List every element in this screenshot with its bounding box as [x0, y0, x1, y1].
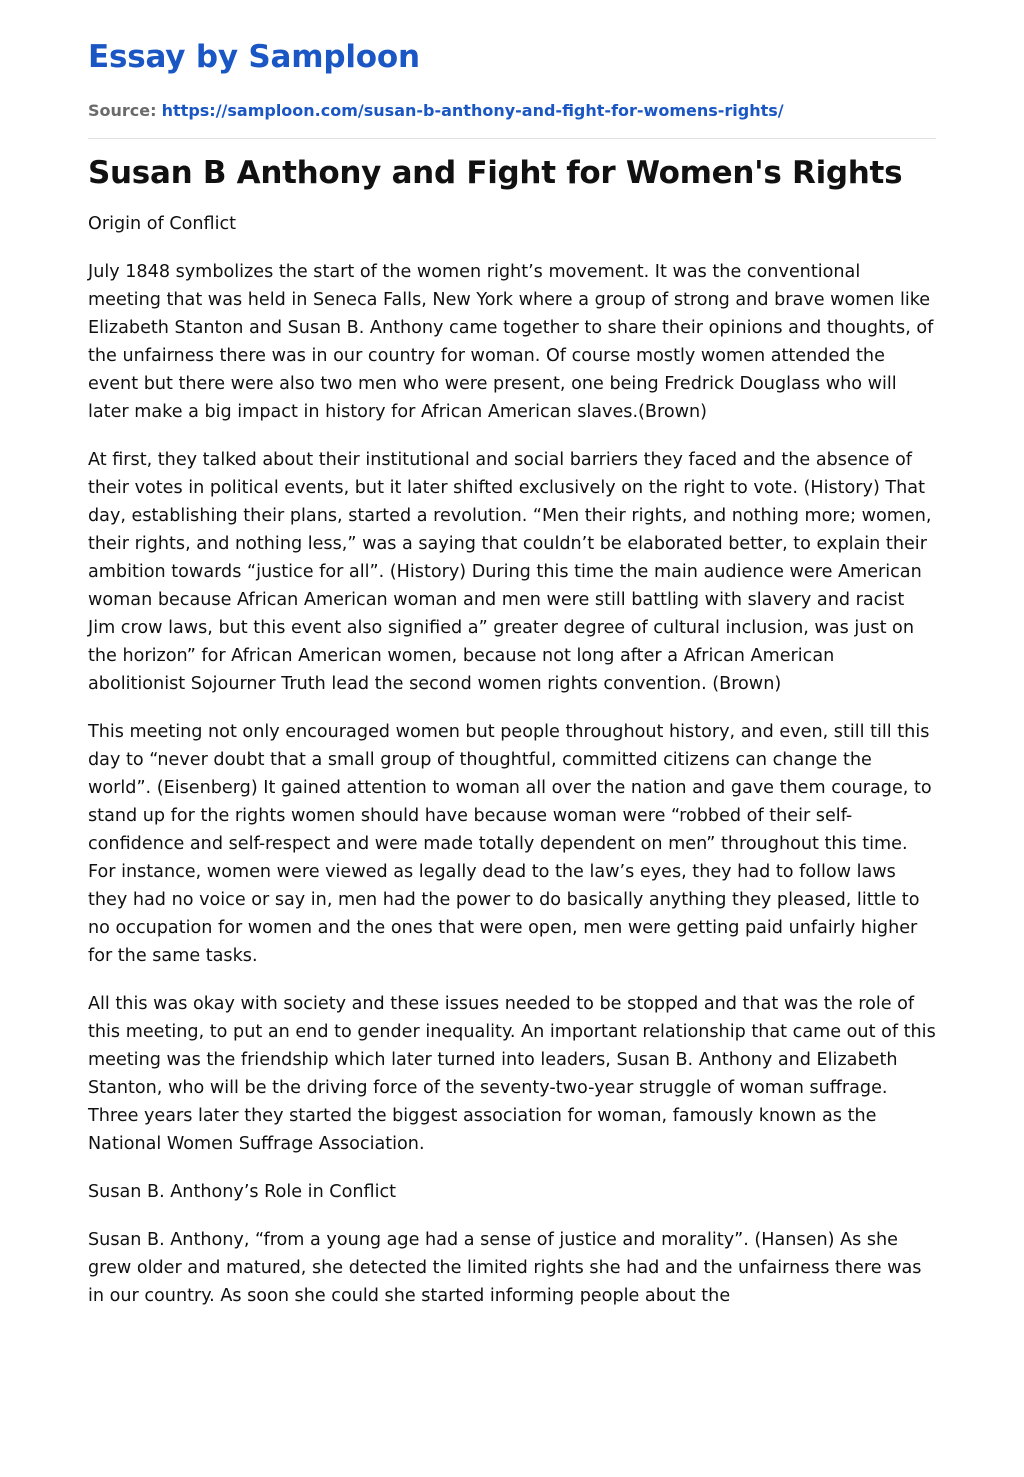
paragraph: This meeting not only encouraged women but people throughout history, and even, still till this day to “never doubt that a small group of thoughtful, committed citizens can change the world”. (Eisenberg) It gained attention to woman all over the nation and gave them courage, to stand up for the rights women should have because woman were “robbed of their self-confidence and self-respect and were made totally dependent on men” throughout this time. For instance, women were viewed as legally dead to the law’s eyes, they had to follow laws they had no voice or say in, men had the power to do basically anything they pleased, little to no occupation for women and the ones that were open, men were getting paid unfairly higher for the same tasks. — [88, 722, 932, 966]
section-heading-origin: Origin of Conflict — [88, 214, 237, 234]
brand-title: Essay by Samploon — [88, 39, 420, 75]
source-link[interactable]: https://samploon.com/susan-b-anthony-and-fight-for-womens-rights/ — [161, 101, 784, 120]
source-label: Source: — [88, 101, 157, 120]
document-page — [88, 0, 936, 1330]
source-line — [88, 100, 936, 122]
header-divider — [88, 138, 936, 139]
paragraph: At first, they talked about their institutional and social barriers they faced and the absence of their votes in political events, but it later shifted exclusively on the right to vote. (History) That day, establishing their plans, started a revolution. “Men their rights, and nothing more; women, their rights, and nothing less,” was a saying that couldn’t be elaborated better, to explain their ambition towards “justice for all”. (History) During this time the main audience were American woman because African American woman and men were still battling with slavery and racist Jim crow laws, but this event also signified a” greater degree of cultural inclusion, was just on the horizon” for African American women, because not long after a African American abolitionist Sojourner Truth lead the second women rights convention. (Brown) — [88, 450, 932, 694]
section-heading-role: Susan B. Anthony’s Role in Conflict — [88, 1182, 397, 1202]
essay-body — [88, 210, 936, 1310]
paragraph: Susan B. Anthony, “from a young age had a sense of justice and morality”. (Hansen) As she grew older and matured, she detected the limited rights she had and the unfairness there was in our country. As soon she could she started informing people about the — [88, 1230, 922, 1306]
paragraph: All this was okay with society and these issues needed to be stopped and that was the role of this meeting, to put an end to gender inequality. An important relationship that came out of this meeting was the friendship which later turned into leaders, Susan B. Anthony and Elizabeth Stanton, who will be the driving force of the seventy-two-year struggle of woman suffrage. Three years later they started the biggest association for woman, famously known as the National Women Suffrage Association. — [88, 994, 936, 1154]
paragraph: July 1848 symbolizes the start of the women right’s movement. It was the conventional meeting that was held in Seneca Falls, New York where a group of strong and brave women like Elizabeth Stanton and Susan B. Anthony came together to share their opinions and thoughts, of the unfairness there was in our country for woman. Of course mostly women attended the event but there were also two men who were present, one being Fredrick Douglass who will later make a big impact in history for African American slaves.(Brown) — [88, 262, 934, 422]
essay-title: Susan B Anthony and Fight for Women's Rights — [88, 155, 903, 191]
